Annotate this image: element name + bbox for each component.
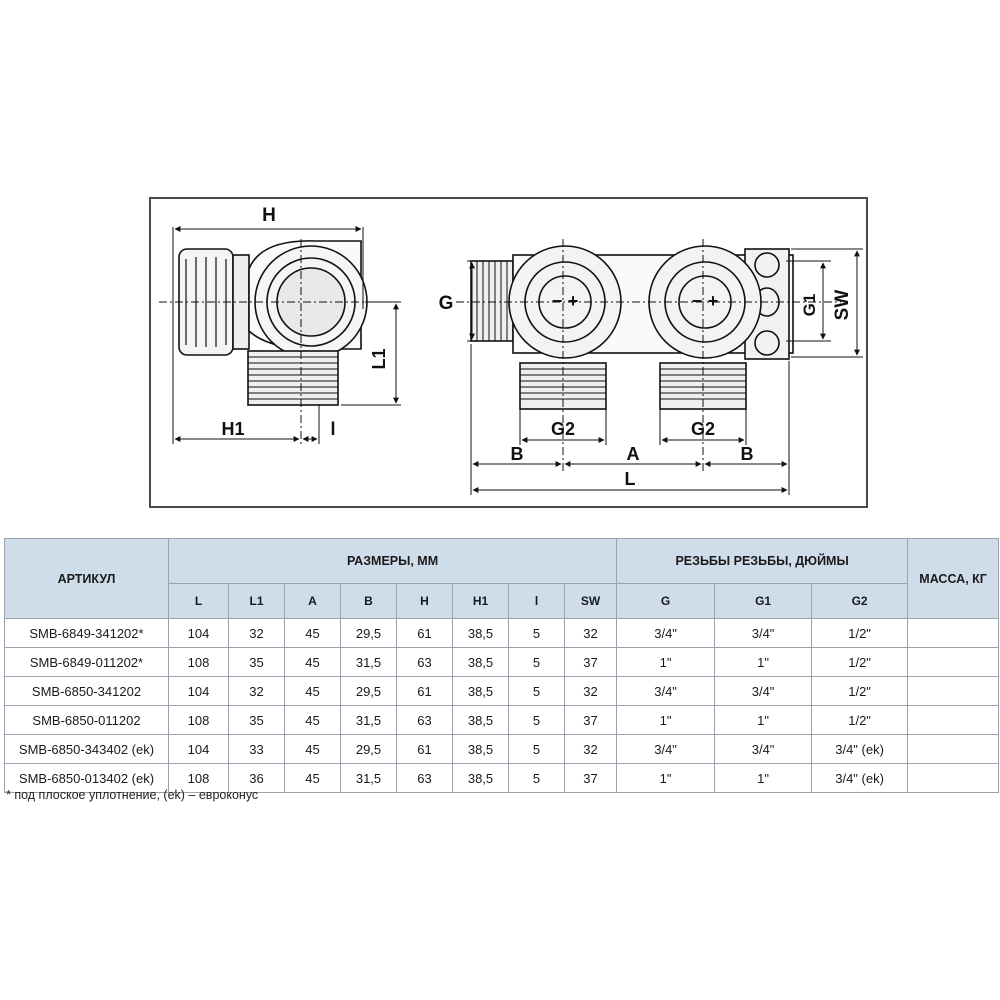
table-cell-b: 31,5: [341, 764, 397, 793]
column-header: G: [617, 584, 715, 619]
table-cell-h: 61: [397, 735, 453, 764]
dim-l: l: [330, 419, 336, 439]
table-cell-g2: 3/4" (ek): [812, 735, 908, 764]
table-cell-l1: 32: [229, 677, 285, 706]
table-cell-g1: 3/4": [715, 619, 812, 648]
table-cell-g2: 1/2": [812, 619, 908, 648]
table-cell-l: 104: [169, 677, 229, 706]
table-row: [5, 735, 999, 764]
table-cell-h1: 38,5: [453, 619, 509, 648]
table-cell-mass: [908, 735, 999, 764]
side-view: [179, 241, 367, 405]
table-cell-a: 45: [285, 619, 341, 648]
table-cell-a: 45: [285, 677, 341, 706]
table-body: [5, 619, 999, 793]
table-cell-g: 1": [617, 706, 715, 735]
column-header: H: [397, 584, 453, 619]
table-cell-h: 61: [397, 619, 453, 648]
table-cell-sw: 37: [565, 764, 617, 793]
footnote: * под плоское уплотнение, (ek) – евроконус: [6, 788, 259, 802]
table-cell-h: 63: [397, 706, 453, 735]
table-cell-l: 5: [509, 677, 565, 706]
dim-G1: G1: [800, 293, 819, 317]
table-cell-sw: 32: [565, 677, 617, 706]
spec-table: [4, 538, 999, 793]
header-sizes: РАЗМЕРЫ, ММ: [169, 539, 617, 584]
svg-text:+: +: [707, 291, 719, 311]
table-cell-sw: 32: [565, 619, 617, 648]
table-cell-h1: 38,5: [453, 764, 509, 793]
dim-L: L: [624, 469, 636, 489]
table-cell-l: 108: [169, 764, 229, 793]
table-cell-article: SMB-6850-013402 (ek): [5, 764, 169, 793]
column-header: H1: [453, 584, 509, 619]
dim-H1: H1: [221, 419, 245, 439]
table-cell-l: 5: [509, 648, 565, 677]
table-cell-h1: 38,5: [453, 735, 509, 764]
table-cell-g: 3/4": [617, 619, 715, 648]
table-cell-l1: 35: [229, 706, 285, 735]
dim-G2-right: G2: [690, 419, 716, 439]
dim-B-right: B: [740, 444, 754, 464]
column-header: SW: [565, 584, 617, 619]
dim-H: H: [262, 205, 276, 226]
technical-drawing: [149, 197, 868, 508]
table-cell-article: SMB-6850-343402 (ek): [5, 735, 169, 764]
table-cell-l1: 35: [229, 648, 285, 677]
table-cell-article: SMB-6850-011202: [5, 706, 169, 735]
table-cell-article: SMB-6849-341202*: [5, 619, 169, 648]
column-header: G2: [812, 584, 908, 619]
drawing-svg: [151, 199, 866, 506]
table-cell-g: 3/4": [617, 677, 715, 706]
column-header: L1: [229, 584, 285, 619]
dim-G: G: [438, 293, 454, 314]
table-cell-article: SMB-6849-011202*: [5, 648, 169, 677]
table-cell-h: 61: [397, 677, 453, 706]
table-cell-g: 1": [617, 764, 715, 793]
dim-B-left: B: [510, 444, 524, 464]
column-header: G1: [715, 584, 812, 619]
table-cell-l: 5: [509, 735, 565, 764]
table-cell-g1: 1": [715, 706, 812, 735]
table-cell-l1: 32: [229, 619, 285, 648]
table-cell-mass: [908, 619, 999, 648]
table-row: [5, 619, 999, 648]
table-cell-g: 1": [617, 648, 715, 677]
header-threads: РЕЗЬБЫ РЕЗЬБЫ, ДЮЙМЫ: [617, 539, 908, 584]
table-row: [5, 648, 999, 677]
table-cell-g2: 1/2": [812, 677, 908, 706]
column-header: A: [285, 584, 341, 619]
table-cell-b: 29,5: [341, 735, 397, 764]
dim-G2-left: G2: [550, 419, 576, 439]
dim-L1: L1: [369, 348, 389, 370]
svg-text:−: −: [551, 291, 563, 311]
table-cell-a: 45: [285, 735, 341, 764]
table-cell-a: 45: [285, 648, 341, 677]
header-article: АРТИКУЛ: [5, 539, 169, 619]
table-cell-l: 5: [509, 706, 565, 735]
table-cell-g: 3/4": [617, 735, 715, 764]
table-cell-l: 104: [169, 735, 229, 764]
table-cell-l: 5: [509, 619, 565, 648]
table-cell-l: 108: [169, 648, 229, 677]
table-cell-h1: 38,5: [453, 677, 509, 706]
table-cell-l1: 36: [229, 764, 285, 793]
table-cell-b: 31,5: [341, 706, 397, 735]
table-cell-a: 45: [285, 764, 341, 793]
table-cell-g1: 3/4": [715, 735, 812, 764]
table-cell-b: 29,5: [341, 677, 397, 706]
column-header: L: [169, 584, 229, 619]
table-cell-g2: 1/2": [812, 648, 908, 677]
dim-A: A: [626, 444, 640, 464]
header-mass: МАССА, КГ: [908, 539, 999, 619]
table-cell-h1: 38,5: [453, 706, 509, 735]
table-cell-l: 5: [509, 764, 565, 793]
table-row: [5, 706, 999, 735]
svg-text:−: −: [691, 291, 703, 311]
table-cell-sw: 37: [565, 706, 617, 735]
table-cell-l: 104: [169, 619, 229, 648]
table-cell-article: SMB-6850-341202: [5, 677, 169, 706]
table-cell-h1: 38,5: [453, 648, 509, 677]
table-cell-mass: [908, 764, 999, 793]
table-cell-a: 45: [285, 706, 341, 735]
table-cell-h: 63: [397, 764, 453, 793]
table-cell-g2: 1/2": [812, 706, 908, 735]
table-cell-g1: 1": [715, 648, 812, 677]
table-cell-g1: 1": [715, 764, 812, 793]
table-cell-h: 63: [397, 648, 453, 677]
dim-SW: SW: [832, 289, 853, 321]
table-cell-mass: [908, 648, 999, 677]
svg-text:+: +: [567, 291, 579, 311]
table-cell-l: 108: [169, 706, 229, 735]
table-row: [5, 677, 999, 706]
table-cell-mass: [908, 677, 999, 706]
table-cell-mass: [908, 706, 999, 735]
table-cell-b: 29,5: [341, 619, 397, 648]
table-cell-sw: 32: [565, 735, 617, 764]
table-cell-g2: 3/4" (ek): [812, 764, 908, 793]
table-cell-l1: 33: [229, 735, 285, 764]
front-view: [471, 246, 793, 409]
column-header: B: [341, 584, 397, 619]
column-header: l: [509, 584, 565, 619]
table-cell-sw: 37: [565, 648, 617, 677]
table-cell-g1: 3/4": [715, 677, 812, 706]
table-cell-b: 31,5: [341, 648, 397, 677]
